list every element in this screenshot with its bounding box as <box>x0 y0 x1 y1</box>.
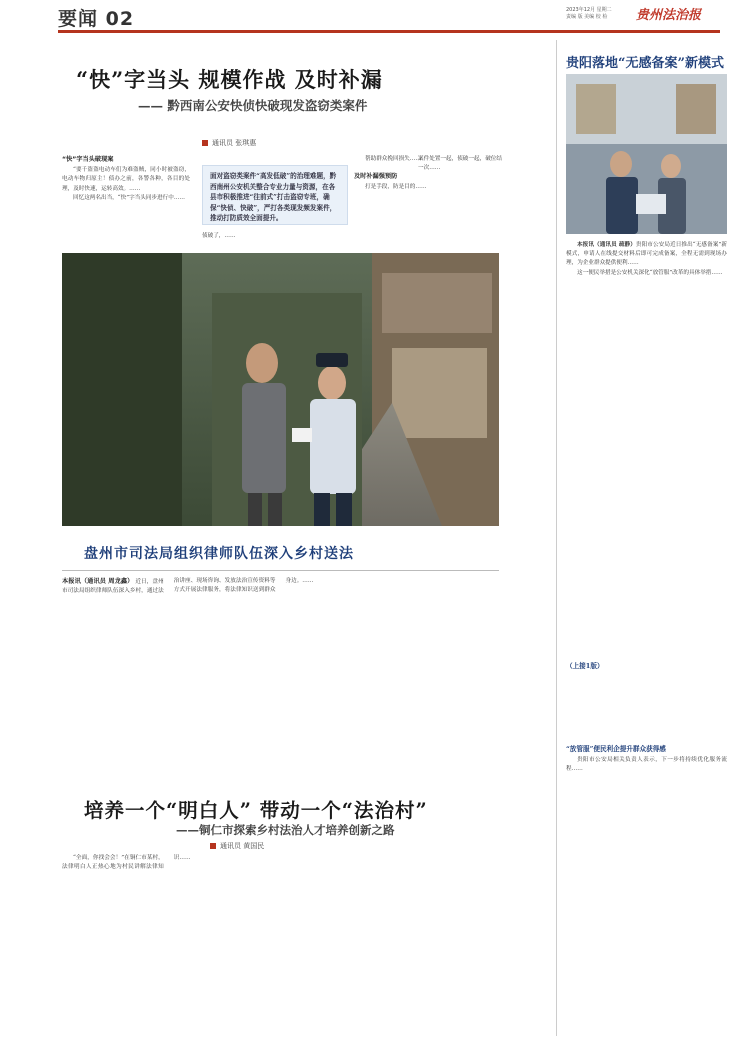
story3-byline-text: 通讯员 黄国民 <box>220 842 265 850</box>
lead-col1-para: “要千盗盗电动车们为难盗贼，同小时被盗窃，电动车物归原主！侦办之前，各警各种，各目的处理，及时快速，运转高效。…… <box>62 167 190 192</box>
sidebar-byline: 本报讯（通讯员 疏静） <box>577 242 636 248</box>
lead-summary-box: 面对盗窃类案件“高发低破”的治理难题，黔西南州公安机关整合专业力量与资源，在各县市积极推进“往前式”打击盗窃专班，确保“快侦、快破”，严打各类现发频发案件，推动打防质效全面提升。 <box>202 165 348 225</box>
story3-headline: 培养一个“明白人” 带动一个“法治村” <box>84 799 428 822</box>
lead-col1-para-2: 回忆这两名出当，“快”字当头同步进行中…… <box>73 194 186 201</box>
story2-rule <box>62 570 499 571</box>
sidebar-body-2 <box>566 756 727 1036</box>
sidebar-photo <box>566 74 727 234</box>
lead-col3-para: 帮助群众挽回损失…… <box>365 156 421 162</box>
story3-subheadline: ——铜仁市探索乡村法治人才培养创新之路 <box>176 823 395 837</box>
lead-col1-subhead: “快”字当头破现案 <box>62 156 114 163</box>
lead-column-2a <box>202 232 348 252</box>
sidebar-divider <box>556 40 557 1036</box>
lead-subheadline: —— 黔西南公安快侦快破现发盗窃类案件 <box>138 98 368 113</box>
issue-date <box>566 7 636 21</box>
section-label: 要闻 02 <box>58 8 135 30</box>
byline-marker <box>210 843 216 849</box>
lead-col2-subhead-slot <box>202 244 203 245</box>
story2-body <box>62 577 499 769</box>
registration-office-photo <box>566 74 727 234</box>
lead-headline: “快”字当头 规模作战 及时补漏 <box>76 67 383 92</box>
story2-text: 近日，盘州市司法局组织律师队伍深入乡村，通过法治讲座、现场咨询、发放法治宣传资料等方式开展法律服务，将法律知识送到群众身边。…… <box>62 578 314 595</box>
sidebar-continued-label: （上接1版） <box>566 662 604 670</box>
lead-column-1 <box>62 155 190 255</box>
lead-photo <box>62 253 499 526</box>
story2-byline: 本报讯（通讯员 周龙鑫） <box>62 578 134 585</box>
lead-col3-subhead: 及时补漏强预防 <box>354 173 398 181</box>
lead-col3-para-2: 打是手段，防是目的…… <box>365 184 427 191</box>
sidebar-text: 贵阳市公安局近日推出“无感备案”新模式，申请人在线提交材料后即可完成备案，全程无需到现场办理，为企业群众提供便利…… <box>566 242 727 267</box>
sidebar-body <box>566 241 727 651</box>
sidebar-text-2: 这一便民举措是公安机关深化“放管服”改革的具体举措…… <box>577 269 723 276</box>
newspaper-logo: 贵州法治报 <box>636 8 702 23</box>
sidebar-text-3: 贵阳市公安局相关负责人表示，下一步将持续优化服务流程…… <box>566 757 727 773</box>
lead-col2-para: 侦破了，…… <box>202 233 236 239</box>
header-rule <box>58 30 720 33</box>
sidebar-para <box>566 241 727 269</box>
lead-byline <box>202 138 256 148</box>
story3-byline <box>210 841 264 851</box>
page-header <box>0 0 735 40</box>
sidebar-headline: 贵阳落地“无感备案”新模式 <box>566 56 724 71</box>
story3-body <box>62 854 499 1036</box>
story3-text: “全面，你找会会！”在铜仁市某村，法律明白人正热心地为村民讲解法律知识…… <box>62 855 191 871</box>
date-line: 2023年12月 星期二 <box>566 7 612 13</box>
editor-line: 责编 版 美编 校 检 <box>566 14 608 20</box>
sidebar-subhead: “放管服”便民利企提升群众获得感 <box>566 745 666 753</box>
lead-column-2-spacer <box>204 244 205 245</box>
police-visit-photo <box>62 253 499 526</box>
story2-headline: 盘州市司法局组织律师队伍深入乡村送法 <box>84 546 354 562</box>
lead-byline-text: 通讯员 张琪惠 <box>212 139 257 147</box>
byline-marker <box>202 140 208 146</box>
lead-col4-para: 案件处置一起，侦破一起，破位结一次…… <box>418 156 502 172</box>
lead-column-4 <box>418 155 502 250</box>
